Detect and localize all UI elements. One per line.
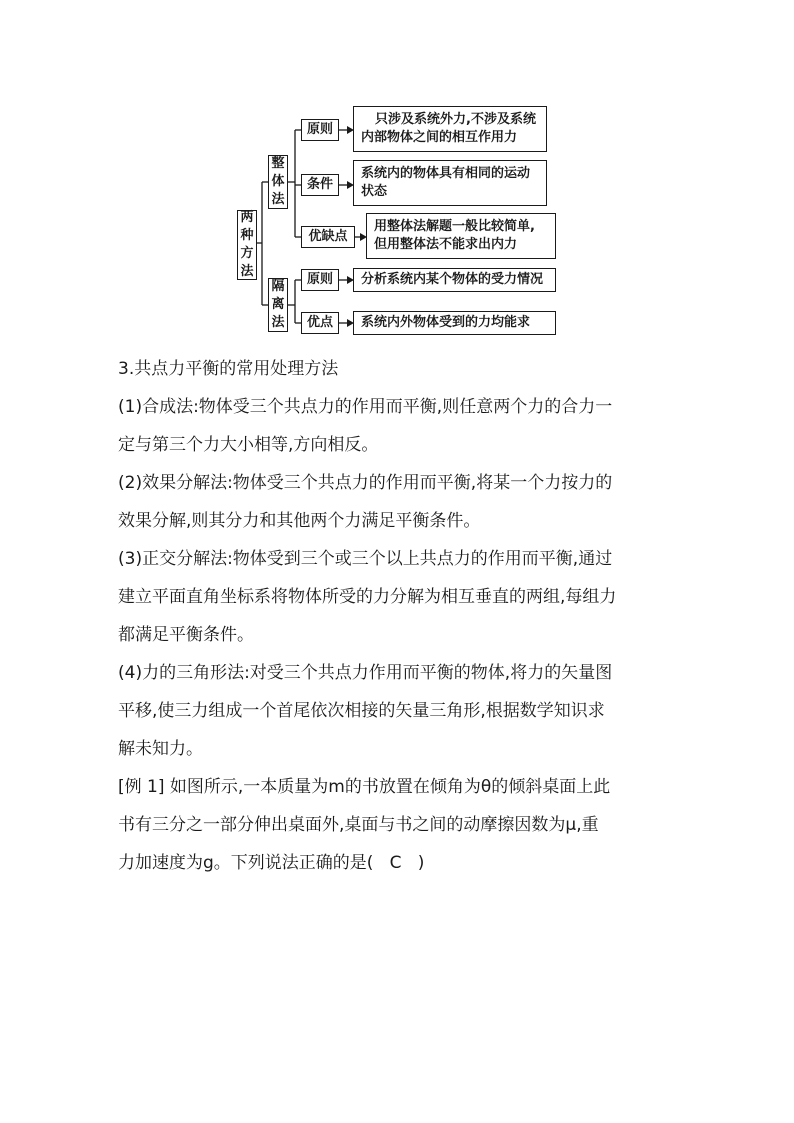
body-line: 平移,使三力组成一个首尾依次相接的矢量三角形,根据数学知识求 [118, 701, 605, 721]
isolation-advantage-desc: 系统内外物体受到的力均能求 [353, 311, 556, 335]
isolation-principle-label: 原则 [301, 269, 339, 291]
example-line: 力加速度为g。下列说法正确的是( C ) [118, 853, 425, 873]
body-line: 定与第三个力大小相等,方向相反。 [118, 435, 379, 455]
whole-condition-label: 条件 [301, 174, 339, 196]
whole-condition-desc: 系统内的物体具有相同的运动 状态 [353, 160, 547, 206]
body-line: 解未知力。 [118, 739, 203, 759]
section-body [118, 350, 678, 882]
body-line: 建立平面直角坐标系将物体所受的力分解为相互垂直的两组,每组力 [118, 587, 617, 607]
whole-method-box: 整 体 法 [268, 155, 288, 209]
body-line: 效果分解,则其分力和其他两个力满足平衡条件。 [118, 511, 481, 531]
isolation-method-box: 隔 离 法 [268, 278, 288, 332]
whole-principle-desc: 只涉及系统外力,不涉及系统 内部物体之间的相互作用力 [353, 106, 547, 152]
section-title: 3.共点力平衡的常用处理方法 [118, 359, 339, 379]
body-line: 都满足平衡条件。 [118, 625, 254, 645]
body-line: (4)力的三角形法:对受三个共点力作用而平衡的物体,将力的矢量图 [118, 663, 613, 683]
whole-pros-cons-desc: 用整体法解题一般比较简单, 但用整体法不能求出内力 [366, 213, 556, 259]
example-line: 书有三分之一部分伸出桌面外,桌面与书之间的动摩擦因数为μ,重 [118, 815, 599, 835]
isolation-advantage-label: 优点 [301, 312, 339, 334]
methods-diagram [0, 0, 794, 345]
whole-principle-label: 原则 [301, 119, 339, 141]
body-line: (2)效果分解法:物体受三个共点力的作用而平衡,将某一个力按力的 [118, 473, 613, 493]
whole-pros-cons-label: 优缺点 [301, 226, 355, 248]
body-line: (3)正交分解法:物体受到三个或三个以上共点力的作用而平衡,通过 [118, 549, 613, 569]
example-line: [例 1] 如图所示,一本质量为m的书放置在倾角为θ的倾斜桌面上此 [118, 777, 611, 797]
body-line: (1)合成法:物体受三个共点力的作用而平衡,则任意两个力的合力一 [118, 397, 613, 417]
isolation-principle-desc: 分析系统内某个物体的受力情况 [353, 268, 556, 292]
root-box-two-methods: 两 种 方 法 [237, 210, 257, 280]
